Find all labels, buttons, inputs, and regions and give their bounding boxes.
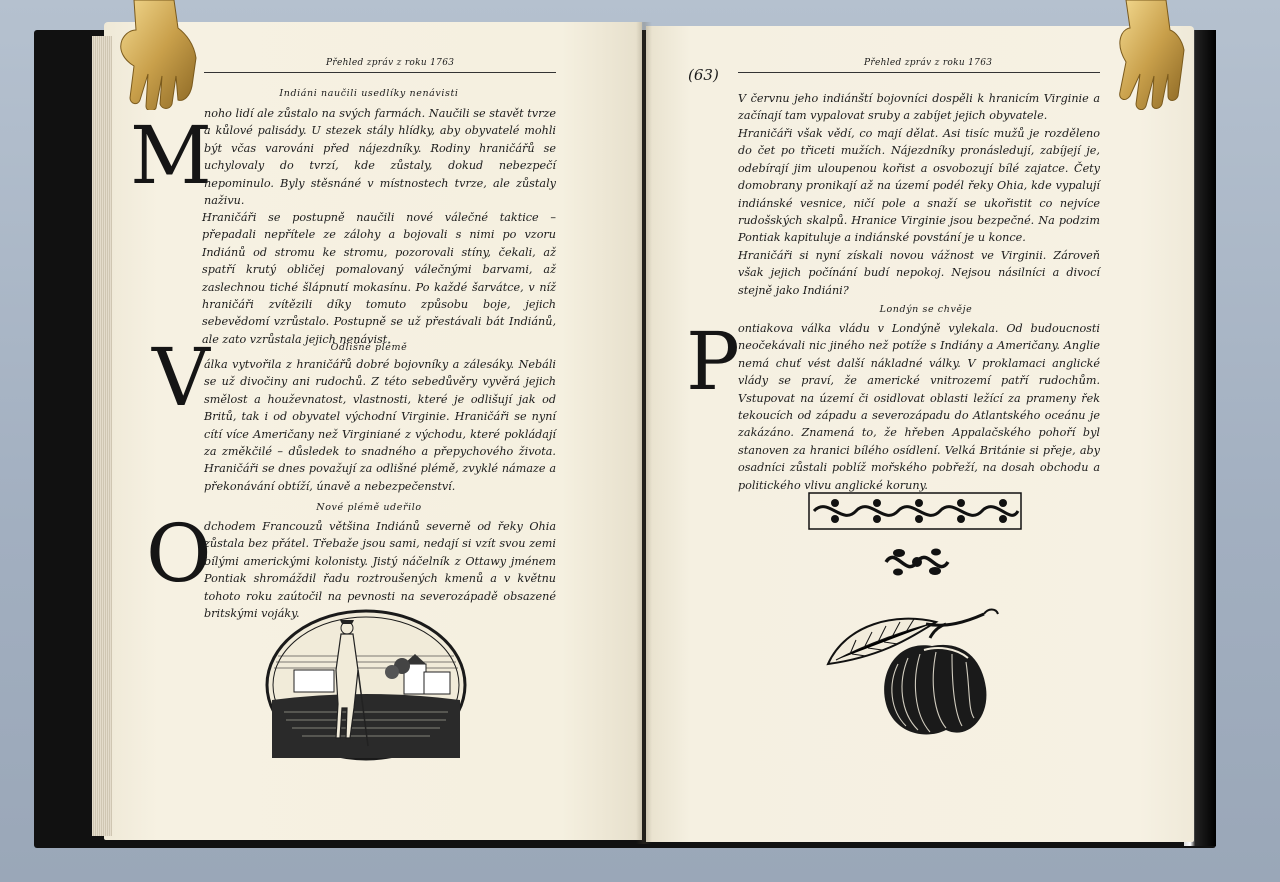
left-page — [104, 22, 642, 840]
section-1-paragraph-2: Hraničáři se postupně naučili nové válečné taktice – přepadali nepřítele ze zálohy a bojovali s nimi po vzoru Indiánů od stromu ke stromu, pozorovali stíny, čekali, až spatří krutý obličej pomalovaný válečnými barvami, až zaslechnou tiché šlápnutí mokasínu. Po každé šarvátce, v níž hraničáři zvítězili díky tomuto způsobu boje, jejich sebevědomí vzrůstalo. Postupně se už přestávali bát Indiánů, ale zato vzrůstala jejich nenávist. — [202, 211, 556, 346]
page-stack — [92, 36, 112, 836]
floral-band-ornament — [808, 492, 1022, 530]
section-1-paragraph-1: noho lidí ale zůstalo na svých farmách. Naučili se stavět tvrze a kůlové palisády. U stezek stály hlídky, aby obyvatelé mohli být včas varováni před nájezdníky. Rodiny hraničářů se uchylovaly do tvrzí, kde zůstaly, dokud nebezpečí nepominulo. Byly stěsnáné v místnostech tvrze, ale zůstaly naživu. — [204, 107, 556, 208]
dropcap-p: P — [686, 315, 740, 408]
dropcap-o: O — [146, 507, 212, 600]
section-2-paragraph: álka vytvořila z hraničářů dobré bojovníky a zálesáky. Nebáli se už divočiny ani rudochů. Z této sebedůvěry vyvěrá jejich smělost a houževnatost, vlastnosti, které je odlišují jak od Britů, tak i od obyvatel východní Virginie. Hraničáři se nyní cítí více Američany než Virginiané z východu, které pokládají za změkčilé – důsledek to snadného a přepychového života. Hraničáři se dnes považují za odlišné plémě, zvyklé námaze a překonávání obtíží, únavě a nebezpečenství. — [204, 358, 556, 493]
right-running-head: Přehled zpráv z roku 1763 — [864, 58, 993, 68]
book-gutter — [636, 22, 652, 844]
dropcap-m: M — [130, 109, 212, 202]
apple-engraving-illustration — [826, 604, 1006, 744]
section-3-paragraph: dchodem Francouzů většina Indiánů severně od řeky Ohia zůstala bez přátel. Třebaže jsou sami, nedají si vzít svou zemi bílými americkými kolonisty. Jistý náčelník z Ottawy jménem Pontiak shromáždil řadu roztroušených kmenů a v květnu tohoto roku zaútočil na pevnosti na severozápadě obsazené britskými vojáky. — [204, 520, 556, 621]
colonist-engraving-illustration — [264, 608, 468, 762]
dropcap-v: V — [152, 331, 210, 424]
left-head-rule — [204, 72, 556, 73]
section-title-1: Indiáni naučili usedlíky nenávisti — [279, 88, 459, 99]
right-page — [646, 26, 1194, 842]
london-paragraph: ontiakova válka vládu v Londýně vylekala. Od budoucnosti neočekávali nic jiného než potíže s Indiány a Američany. Anglie nemá chuť vést další nákladné války. V proklamaci anglické vlády se praví, že americké vnitrozemí patří rudochům. Vstupovat na území či osidlovat oblasti ležící za prameny řek tekoucích od západu a severozápadu do Atlantského oceánu je zakázáno. Znamená to, že hřeben Appalačského pohoří byl stanoven za hranici bílého osídlení. Velká Británie si přeje, aby osadníci zůstali poblíž mořského pobřeží, na dosah obchodu a politického vlivu anglické koruny. — [738, 322, 1100, 492]
intro-paragraph-1: V červnu jeho indiánští bojovníci dospěli k hranicím Virginie a začínají tam vypalovat sruby a zabíjet jejich obyvatele. — [738, 92, 1100, 123]
section-title-2: Odlišné plémě — [330, 342, 408, 353]
brass-hand-page-holder-left — [112, 0, 200, 110]
brass-hand-page-holder-right — [1104, 0, 1192, 110]
intro-paragraph-3: Hraničáři si nyní získali novou vážnost ve Virginii. Zároveň však jejich počínání budí nepokoj. Nejsou násilníci a divocí stejně jako Indiáni? — [738, 249, 1100, 297]
section-title-london: Londýn se chvěje — [879, 304, 973, 315]
intro-paragraph-2: Hraničáři však vědí, co mají dělat. Asi tisíc mužů je rozděleno do čet po třiceti mužích. Nájezdníky pronásledují, zabíjejí je, odebírají jim uloupenou kořist a osvobozují bílé zajatce. Čety domobrany pronikají až na území podél řeky Ohia, kde vypalují indiánské vesnice, ničí pole a snaží se ukořistit co nejvíce rudošských skalpů. Hranice Virginie jsou bezpečné. Na podzim Pontiak kapituluje a indiánské povstání je u konce. — [738, 127, 1100, 245]
page-number: (63) — [688, 66, 719, 84]
left-running-head: Přehled zpráv z roku 1763 — [326, 58, 455, 68]
section-title-3: Nové plémě udeřilo — [316, 502, 422, 513]
right-head-rule — [738, 72, 1100, 73]
small-floral-ornament — [882, 544, 952, 580]
